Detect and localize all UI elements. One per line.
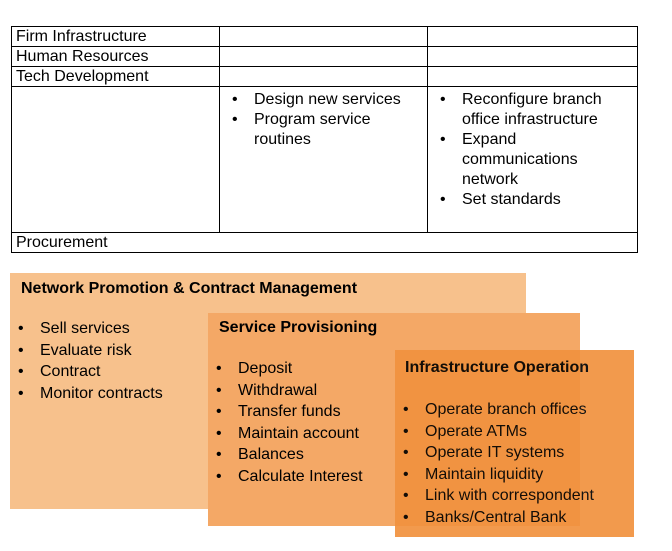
list-item: • Operate IT systems <box>395 442 594 464</box>
support-label-firm-infrastructure: Firm Infrastructure <box>12 27 220 47</box>
list-item: • Link with correspondent <box>395 485 594 507</box>
list-item: • Maintain liquidity <box>395 464 594 486</box>
list-item: • Sell services <box>10 318 163 340</box>
support-cell <box>220 27 428 47</box>
list-item: • Expand communications network <box>432 130 633 190</box>
list-item: • Withdrawal <box>208 380 363 402</box>
list-item: • Reconfigure branch office infrastructure <box>432 90 633 130</box>
infrastructure-operation-box <box>395 350 634 537</box>
support-row-tech-development <box>12 67 638 87</box>
network-promotion-list <box>10 318 163 404</box>
support-cell <box>428 67 638 87</box>
list-item: • Contract <box>10 361 163 383</box>
service-provisioning-list <box>208 358 363 487</box>
support-label-tech-development: Tech Development <box>12 67 220 87</box>
infrastructure-operation-title: Infrastructure Operation <box>405 359 590 376</box>
list-item: • Monitor contracts <box>10 383 163 405</box>
support-cell <box>428 47 638 67</box>
support-activities-table <box>11 26 638 253</box>
support-label-human-resources: Human Resources <box>12 47 220 67</box>
support-row-firm-infrastructure <box>12 27 638 47</box>
list-item: • Calculate Interest <box>208 466 363 488</box>
list-item: • Operate ATMs <box>395 421 594 443</box>
support-cell <box>220 47 428 67</box>
list-item: • Program service routines <box>224 110 423 150</box>
support-row-procurement <box>12 233 638 253</box>
support-row-human-resources <box>12 47 638 67</box>
tech-development-details-row <box>12 87 638 233</box>
list-item: • Balances <box>208 444 363 466</box>
list-item: • Deposit <box>208 358 363 380</box>
support-label-procurement: Procurement <box>12 233 638 253</box>
network-promotion-title: Network Promotion & Contract Management <box>21 280 358 297</box>
tech-development-column2 <box>220 87 428 233</box>
support-cell <box>12 87 220 233</box>
infrastructure-operation-list <box>395 399 594 528</box>
list-item: • Operate branch offices <box>395 399 594 421</box>
list-item: • Design new services <box>224 90 423 110</box>
list-item: • Set standards <box>432 190 633 210</box>
support-cell <box>428 27 638 47</box>
tech-development-column3 <box>428 87 638 233</box>
support-cell <box>220 67 428 87</box>
list-item: • Banks/Central Bank <box>395 507 594 529</box>
list-item: • Maintain account <box>208 423 363 445</box>
list-item: • Transfer funds <box>208 401 363 423</box>
service-provisioning-title: Service Provisioning <box>219 319 378 336</box>
list-item: • Evaluate risk <box>10 340 163 362</box>
